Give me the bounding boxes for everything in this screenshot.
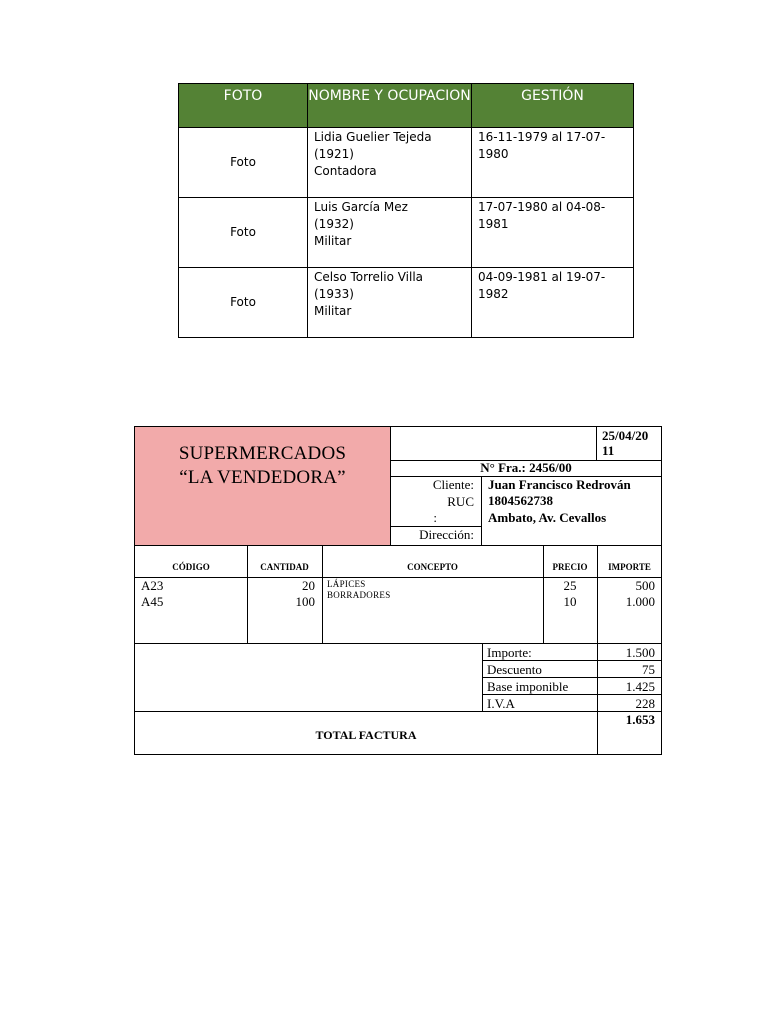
period-cell: 17-07-1980 al 04-08-1981	[472, 198, 634, 268]
summary-value-iva: 228	[635, 696, 655, 711]
person-year: (1921)	[314, 147, 354, 161]
person-name: Lidia Guelier Tejeda	[314, 130, 432, 144]
divider	[322, 545, 323, 643]
invoice-number: N° Fra.: 2456/00	[480, 460, 572, 475]
address-label: Dirección:	[419, 527, 474, 542]
date-line2: 11	[602, 443, 615, 458]
col-header-qty: CANTIDAD	[260, 562, 309, 572]
item-price: 25	[563, 578, 577, 593]
table-row-price	[543, 578, 597, 610]
table-row	[179, 198, 634, 268]
summary-label-iva: I.V.A	[487, 696, 515, 711]
person-year: (1932)	[314, 217, 354, 231]
col-header-price: PRECIO	[552, 562, 588, 572]
summary-values	[597, 644, 655, 712]
table-row	[179, 128, 634, 198]
summary-labels	[487, 644, 568, 712]
name-occupation-cell	[308, 268, 472, 338]
table-row-amount	[597, 578, 655, 610]
summary-value-base: 1.425	[625, 679, 655, 694]
person-name: Celso Torrelio Villa	[314, 270, 424, 284]
divider	[481, 476, 482, 545]
table-row	[179, 268, 634, 338]
col-header-code: CÓDIGO	[172, 562, 210, 572]
client-label: Cliente:	[432, 477, 474, 492]
col-header-amount: IMPORTE	[608, 562, 651, 572]
total-value: 1.653	[625, 712, 655, 727]
date	[602, 428, 648, 458]
client-value: Juan Francisco Redrován	[488, 477, 631, 492]
item-qty: 100	[295, 594, 315, 609]
item-amount: 1.000	[625, 594, 655, 609]
ruc-label-line2: :	[433, 510, 437, 525]
store-name	[135, 442, 390, 490]
date-line1: 25/04/20	[602, 428, 649, 443]
table-header-row	[179, 84, 634, 128]
store-name-line2: “LA VENDEDORA”	[179, 467, 346, 488]
table-row-code	[141, 578, 163, 610]
person-occupation: Militar	[314, 234, 352, 248]
person-occupation: Contadora	[314, 164, 377, 178]
divider	[135, 545, 662, 546]
person-name: Luis García Mez	[314, 200, 408, 214]
store-name-line1: SUPERMERCADOS	[178, 443, 347, 464]
divider	[596, 427, 597, 460]
item-code: A23	[141, 578, 164, 593]
summary-value-importe: 1.500	[625, 645, 655, 660]
photo-placeholder: Foto	[179, 268, 308, 338]
ruc-value: 1804562738	[488, 493, 553, 508]
ruc-label	[390, 494, 474, 526]
item-concept: LÁPICES	[327, 579, 366, 589]
period-cell: 16-11-1979 al 17-07-1980	[472, 128, 634, 198]
col-header-concept: CONCEPTO	[407, 562, 458, 572]
summary-label-importe: Importe:	[487, 645, 532, 660]
invoice	[134, 426, 662, 755]
total-label: TOTAL FACTURA	[315, 728, 417, 742]
name-occupation-cell	[308, 128, 472, 198]
photo-placeholder: Foto	[179, 128, 308, 198]
item-concept: BORRADORES	[327, 590, 391, 600]
item-price: 10	[563, 594, 577, 609]
summary-label-descuento: Descuento	[487, 662, 542, 677]
header-foto: FOTO	[179, 84, 308, 128]
presidents-table	[178, 83, 634, 338]
address-value: Ambato, Av. Cevallos	[488, 510, 607, 525]
table-row-concept	[327, 579, 391, 601]
ruc-label-line1: RUC	[447, 494, 474, 509]
person-year: (1933)	[314, 287, 354, 301]
item-amount: 500	[635, 578, 655, 593]
person-occupation: Militar	[314, 304, 352, 318]
divider	[135, 643, 662, 644]
table-row-qty	[247, 578, 315, 610]
photo-placeholder: Foto	[179, 198, 308, 268]
summary-label-base: Base imponible	[487, 679, 569, 694]
header-gestion: GESTIÓN	[472, 84, 634, 128]
divider	[135, 711, 662, 712]
period-cell: 04-09-1981 al 19-07-1982	[472, 268, 634, 338]
summary-value-descuento: 75	[642, 662, 655, 677]
item-qty: 20	[302, 578, 315, 593]
name-occupation-cell	[308, 198, 472, 268]
header-nombre-ocupacion: NOMBRE Y OCUPACION	[308, 84, 472, 128]
item-code: A45	[141, 594, 164, 609]
